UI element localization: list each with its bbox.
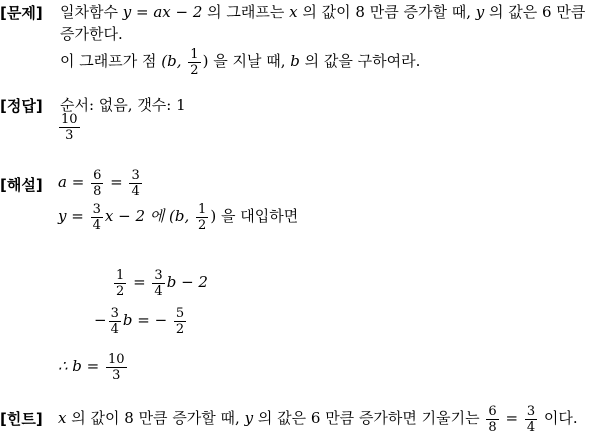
fraction-3-4: $\frac{3}{4}$ bbox=[131, 167, 140, 199]
fraction-half: $\frac{1}{2}$ bbox=[198, 201, 207, 233]
point-close: ) bbox=[210, 207, 217, 225]
explanation-text: x − 2 에 bbox=[104, 207, 165, 225]
fraction-half: $\frac{1}{2}$ bbox=[190, 46, 199, 78]
step-1-tail: b − 2 bbox=[166, 273, 208, 291]
problem-text: 의 그래프는 bbox=[207, 3, 285, 21]
var-x: x bbox=[289, 3, 298, 21]
problem-line-3 bbox=[60, 44, 420, 78]
problem-text: 의 값은 6 만큼 bbox=[489, 3, 586, 21]
problem-text: 증가한다. bbox=[60, 25, 123, 43]
equals-sign: = bbox=[133, 273, 146, 291]
problem-text: 의 값을 구하여라. bbox=[304, 52, 421, 70]
therefore-text: ∴ b = bbox=[58, 357, 100, 375]
a-equals: a = bbox=[58, 173, 85, 191]
hint-line bbox=[58, 398, 578, 438]
fraction-3-4: $\frac{3}{4}$ bbox=[154, 267, 163, 299]
problem-label: [문제] bbox=[0, 4, 43, 22]
point-open: (b, bbox=[161, 52, 182, 70]
fraction-5-2: $\frac{5}{2}$ bbox=[175, 305, 185, 337]
fraction-final: $\frac{10}{3}$ bbox=[108, 351, 125, 383]
problem-text: 을 지날 때, bbox=[213, 52, 286, 70]
problem-equation: y = ax − 2 bbox=[122, 3, 203, 21]
problem-text: 의 값이 8 만큼 증가할 때, bbox=[302, 3, 471, 21]
equals-sign: = bbox=[110, 173, 123, 191]
conclusion bbox=[58, 346, 129, 386]
var-y: y bbox=[244, 409, 254, 427]
step-2 bbox=[94, 300, 188, 340]
explanation-line-2 bbox=[58, 196, 298, 236]
answer-label: [정답] bbox=[0, 97, 43, 115]
fraction-6-8: $\frac{6}{8}$ bbox=[488, 403, 497, 435]
var-y: y bbox=[475, 3, 485, 21]
problem-text: 일차함수 bbox=[60, 3, 118, 21]
hint-text: 이다. bbox=[543, 409, 578, 427]
equals-sign: = bbox=[505, 409, 519, 427]
point-open: (b, bbox=[169, 207, 190, 225]
minus-sign: − bbox=[94, 311, 107, 329]
explanation-label: [해설] bbox=[0, 176, 43, 194]
problem-text: 이 그래프가 점 bbox=[60, 52, 157, 70]
step-1 bbox=[112, 262, 208, 302]
fraction-6-8: $\frac{6}{8}$ bbox=[93, 167, 102, 199]
hint-label: [힌트] bbox=[0, 410, 43, 428]
problem-line-2 bbox=[60, 24, 123, 44]
problem-line-1 bbox=[60, 2, 585, 22]
answer-value bbox=[57, 112, 82, 143]
fraction-3-4: $\frac{3}{4}$ bbox=[110, 305, 119, 337]
explanation-text: 을 대입하면 bbox=[220, 207, 299, 225]
fraction-answer: $\frac{10}{3}$ bbox=[61, 112, 78, 143]
fraction-coef: $\frac{3}{4}$ bbox=[92, 201, 101, 233]
answer-line: 순서: 없음, 갯수: 1 bbox=[60, 96, 186, 114]
var-b: b bbox=[290, 52, 300, 70]
step-2-mid: b = − bbox=[122, 311, 168, 329]
y-equals: y = bbox=[58, 207, 84, 225]
fraction-3-4: $\frac{3}{4}$ bbox=[526, 403, 536, 435]
var-x: x bbox=[58, 409, 67, 427]
fraction-half: $\frac{1}{2}$ bbox=[116, 267, 125, 299]
hint-text: 의 값이 8 만큼 증가할 때, bbox=[71, 409, 240, 427]
hint-text: 의 값은 6 만큼 증가하면 기울기는 bbox=[257, 409, 480, 427]
point-close: ) bbox=[202, 52, 209, 70]
